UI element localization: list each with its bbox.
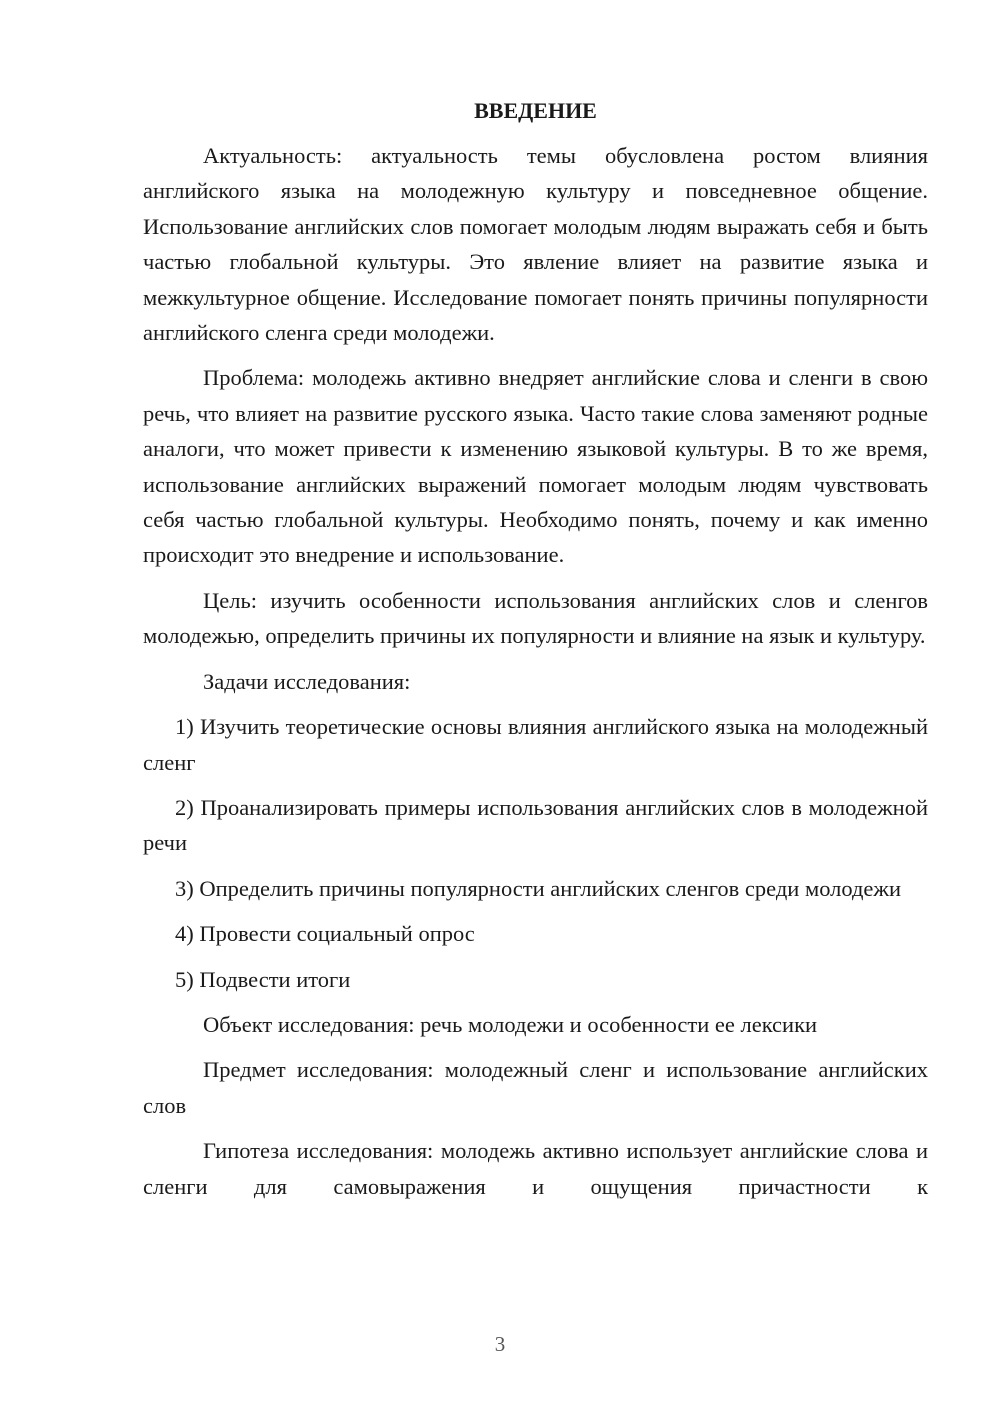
page-content	[143, 94, 928, 1214]
tasks-title: Задачи исследования:	[203, 668, 411, 694]
task-item-5: 5) Подвести итоги	[175, 966, 351, 992]
page-number: 3	[494, 1332, 506, 1356]
relevance-paragraph: Актуальность: актуальность темы обусловлена ростом влияния английского языка на молодежную культуру и повседневное общение. Использование английских слов помогает молодым людям выражать себя и быть частью глобальной культуры. Это явление влияет на развитие языка и межкультурное общение. Исследование помогает понять причины популярности английского сленга среди молодежи.	[143, 143, 928, 346]
goal-paragraph: Цель: изучить особенности использования английских слов и сленгов молодежью, определить причины их популярности и влияние на язык и культуру.	[143, 587, 928, 649]
task-item-1: 1) Изучить теоретические основы влияния английского языка на молодежный сленг	[143, 714, 928, 775]
problem-paragraph: Проблема: молодежь активно внедряет английские слова и сленги в свою речь, что влияет на развитие русского языка. Часто такие слова заменяют родные аналоги, что может привести к изменению языковой культуры. В то же время, использование английских выражений помогает молодым людям чувствовать себя частью глобальной культуры. Необходимо понять, почему и как именно происходит это внедрение и использование.	[143, 365, 928, 568]
subject-paragraph: Предмет исследования: молодежный сленг и использование английских слов	[143, 1057, 928, 1118]
task-item-2: 2) Проанализировать примеры использования английских слов в молодежной речи	[143, 794, 928, 856]
object-paragraph: Объект исследования: речь молодежи и особенности ее лексики	[203, 1011, 818, 1037]
task-item-4: 4) Провести социальный опрос	[175, 921, 475, 947]
page-title: ВВЕДЕНИЕ	[474, 98, 597, 123]
hypothesis-paragraph: Гипотеза исследования: молодежь активно использует английские слова и сленги для самовыражения и ощущения причастности к	[143, 1138, 928, 1199]
task-item-3: 3) Определить причины популярности английских сленгов среди молодежи	[175, 875, 901, 901]
